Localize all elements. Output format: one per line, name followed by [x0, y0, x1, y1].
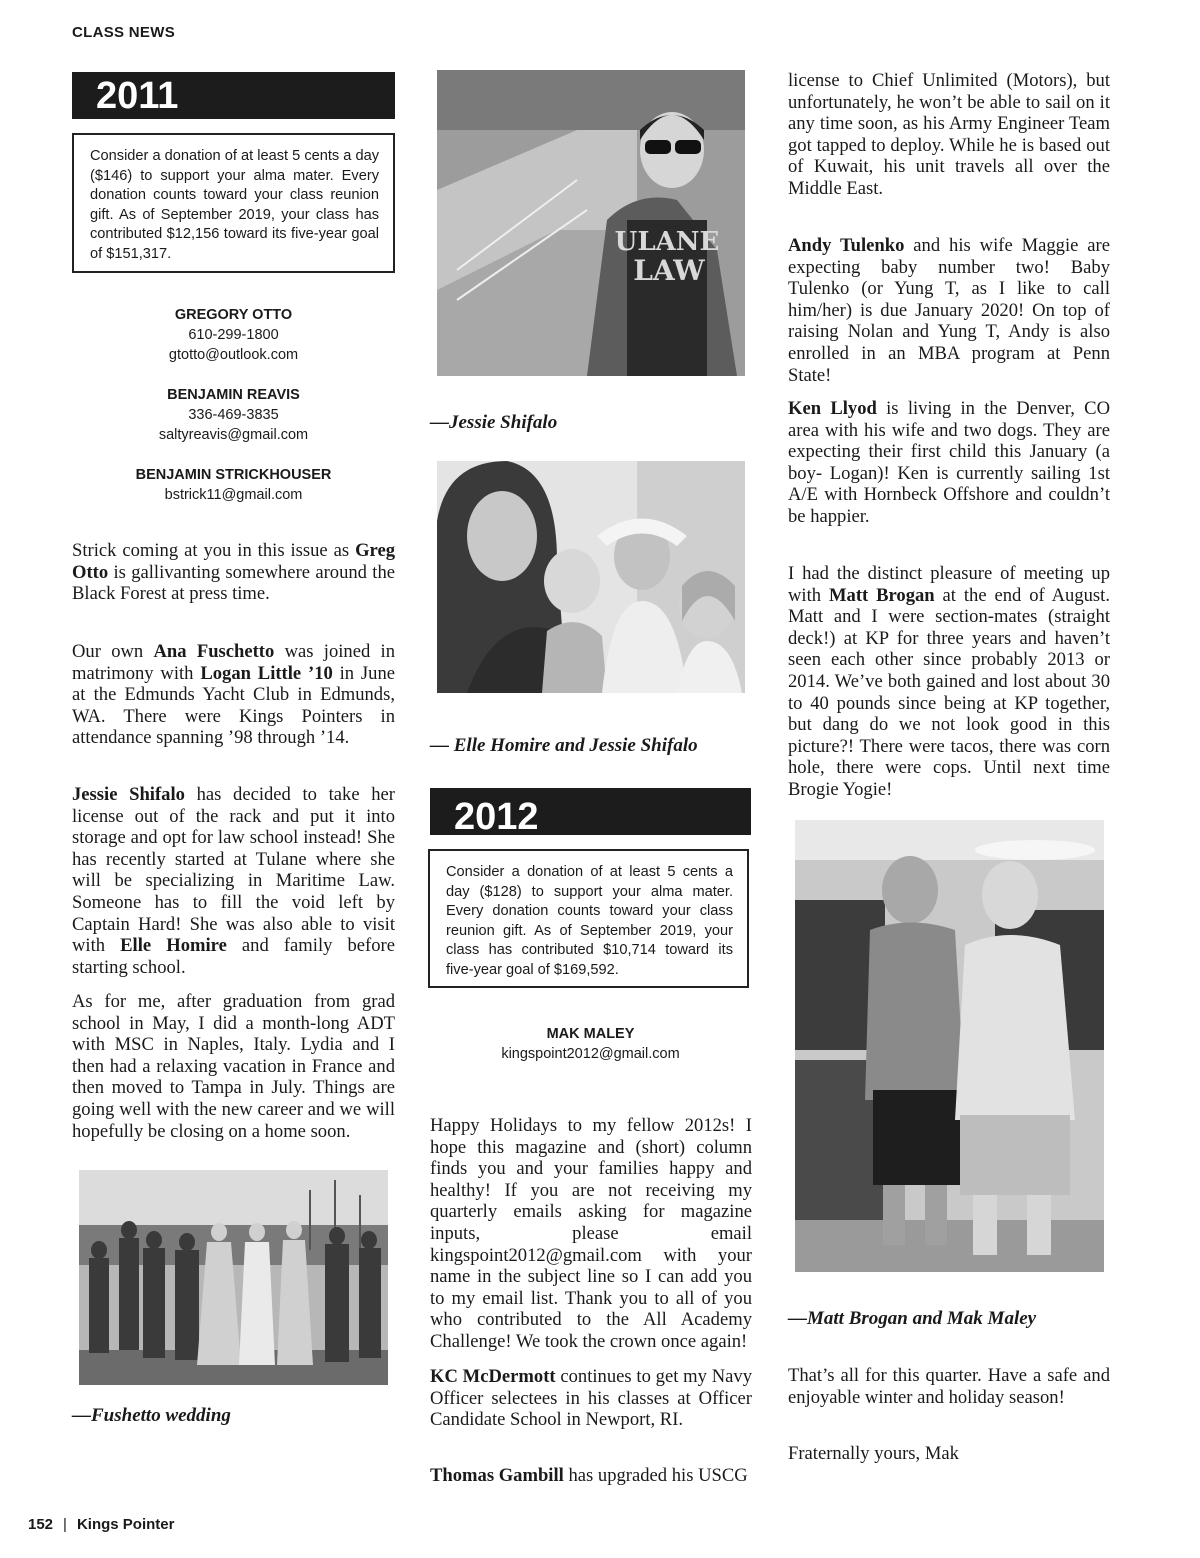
- text: is living in the Denver, CO area with his wife and two dogs. They are expecting their first child this January (a boy- Logan)! Ken is currently sailing 1st A/E with Hornbeck Offshore and couldn’t be happier.: [788, 398, 1111, 527]
- text: is gallivanting somewhere around the Black Forest at press time.: [72, 561, 395, 605]
- contact-name: BENJAMIN REAVIS: [167, 387, 300, 403]
- text: has decided to take her license out of the rack and put it into storage and opt for law school instead! She has recently started at Tulane where she will be specializing in Maritime Law. Someone has to fill the void left by Captain Hard! She was also able to visit with: [72, 784, 395, 957]
- paragraph-ken-llyod: [788, 398, 1110, 528]
- paragraph-happy-holidays: Happy Holidays to my fellow 2012s! I hope this magazine and (short) column finds you and your families happy and healthy! If you are not receiving my quarterly emails asking for magazine inputs, please email kingspoint2012@gmail.com with your name in the subject line so I can add you to my email list. Thank you to all of you who contributed to the All Academy Challenge! We took the crown once again!: [430, 1115, 752, 1352]
- elle-jessie-photo: [437, 461, 745, 693]
- magazine-name: Kings Pointer: [76, 1516, 175, 1533]
- wedding-photo-illustration: [79, 1170, 388, 1385]
- text: and family before starting school.: [72, 935, 395, 978]
- paragraph-thomas-gambill: [430, 1465, 752, 1487]
- contacts-2012: [430, 1024, 751, 1084]
- jessie-photo: [437, 70, 745, 376]
- paragraph-ana-fuschetto: [72, 641, 395, 749]
- name-ana-fuschetto: Ana Fuschetto: [153, 641, 275, 662]
- text: at the end of August. Matt and I were section-mates (straight deck!) at KP for three years and haven’t seen each other since probably 2013 or 2014. We’ve both gained and lost about 30 to 40 pounds since being at KP together, but dang do we not look good in this picture?! There were tacos, there was corn hole, there were cops. Until next time Brogie Yogie!: [788, 584, 1110, 800]
- elle-jessie-photo-illustration: [437, 461, 745, 693]
- paragraph-andy-tulenko: [788, 235, 1110, 386]
- contact-phone: 610-299-1800: [188, 327, 279, 343]
- name-greg-otto: Greg Otto: [72, 540, 395, 583]
- name-thomas-gambill: Thomas Gambill: [430, 1465, 564, 1486]
- paragraph-kc-mcdermott: [430, 1366, 752, 1431]
- donation-box-2012: Consider a donation of at least 5 cents a day ($128) to support your alma mater. Every donation counts toward your class reunion gift. As of September 2019, your class has contributed $10,714 toward its five-year goal of $169,592.: [428, 849, 749, 988]
- text: in June at the Edmunds Yacht Club in Edmunds, WA. There were Kings Pointers in attendance spanning ’98 through ’14.: [72, 662, 396, 749]
- contact-email: saltyreavis@gmail.com: [158, 427, 309, 443]
- shirt-text-top: ULANE: [614, 227, 720, 257]
- text: continues to get my Navy Officer selectees in his classes at Officer Candidate School in Newport, RI.: [430, 1366, 752, 1431]
- year-heading-2012: 2012: [430, 788, 751, 835]
- matt-mak-photo-illustration: [795, 820, 1104, 1272]
- contact-gregory-otto: [72, 305, 395, 365]
- contact-email: gtotto@outlook.com: [168, 347, 299, 363]
- year-heading-2011: 2011: [72, 72, 395, 119]
- contact-name: GREGORY OTTO: [174, 307, 293, 323]
- text: Our own: [72, 641, 154, 662]
- caption-wedding: —Fushetto wedding: [72, 1405, 231, 1426]
- contact-phone: 336-469-3835: [188, 407, 279, 423]
- paragraph-thats-all: That’s all for this quarter. Have a safe and enjoyable winter and holiday season!: [788, 1365, 1110, 1408]
- contact-email: bstrick11@gmail.com: [164, 487, 303, 503]
- contact-benjamin-strickhouser: [72, 465, 395, 505]
- contact-mak-maley: [430, 1024, 751, 1064]
- paragraph-jessie-shifalo: [72, 784, 395, 978]
- name-andy-tulenko: Andy Tulenko: [788, 235, 905, 256]
- name-elle-homire: Elle Homire: [120, 935, 227, 957]
- contact-name: MAK MALEY: [546, 1026, 635, 1042]
- footer-separator: |: [63, 1516, 67, 1533]
- name-kc-mcdermott: KC McDermott: [430, 1366, 556, 1387]
- contacts-2011: [72, 305, 395, 525]
- section-label: CLASS NEWS: [72, 24, 176, 41]
- wedding-photo: [79, 1170, 388, 1385]
- page-footer: [28, 1516, 174, 1533]
- name-logan-little: Logan Little ’10: [200, 662, 333, 684]
- shirt-text-bottom: LAW: [633, 254, 705, 287]
- caption-elle-jessie: — Elle Homire and Jessie Shifalo: [430, 735, 698, 756]
- contact-email: kingspoint2012@gmail.com: [501, 1046, 680, 1062]
- contact-name: BENJAMIN STRICKHOUSER: [135, 467, 332, 483]
- paragraph-as-for-me: As for me, after graduation from grad school in May, I did a month-long ADT with MSC in Naples, Italy. Lydia and I then had a relaxing vacation in France and then moved to Tampa in July. Things are going well with the new career and we will hopefully be closing on a home soon.: [72, 991, 395, 1142]
- name-ken-llyod: Ken Llyod: [788, 398, 877, 419]
- text: and his wife Maggie are expecting baby number two! Baby Tulenko (or Yung T, as I like to call him/her) is due January 2020! On top of raising Nolan and Yung T, Andy is also enrolled in an MBA program at Penn State!: [788, 235, 1110, 386]
- text: I had the distinct pleasure of meeting up with: [788, 563, 1110, 606]
- text: Strick coming at you in this issue as: [72, 540, 356, 561]
- paragraph-license: license to Chief Unlimited (Motors), but unfortunately, he won’t be able to sail on it any time soon, as his Army Engineer Team got tapped to deploy. While he is based out of Kuwait, his unit travels all over the Middle East.: [788, 70, 1110, 199]
- paragraph-fraternally: Fraternally yours, Mak: [788, 1443, 959, 1464]
- name-jessie-shifalo: Jessie Shifalo: [72, 784, 185, 805]
- text: was joined in matrimony with: [72, 641, 395, 684]
- contact-benjamin-reavis: [72, 385, 395, 445]
- paragraph-matt-brogan: [788, 563, 1110, 801]
- paragraph-greg-otto: [72, 540, 395, 605]
- caption-matt-mak: —Matt Brogan and Mak Maley: [788, 1308, 1037, 1329]
- jessie-photo-illustration: [437, 70, 745, 376]
- name-matt-brogan: Matt Brogan: [828, 584, 935, 606]
- donation-box-2011: Consider a donation of at least 5 cents a day ($146) to support your alma mater. Every donation counts toward your class reunion gift. As of September 2019, your class has contributed $12,156 toward its five-year goal of $151,317.: [72, 133, 395, 273]
- page-number: 152: [28, 1516, 54, 1533]
- matt-mak-photo: [795, 820, 1104, 1272]
- caption-jessie: —Jessie Shifalo: [430, 412, 558, 433]
- text: has upgraded his USCG: [563, 1465, 748, 1486]
